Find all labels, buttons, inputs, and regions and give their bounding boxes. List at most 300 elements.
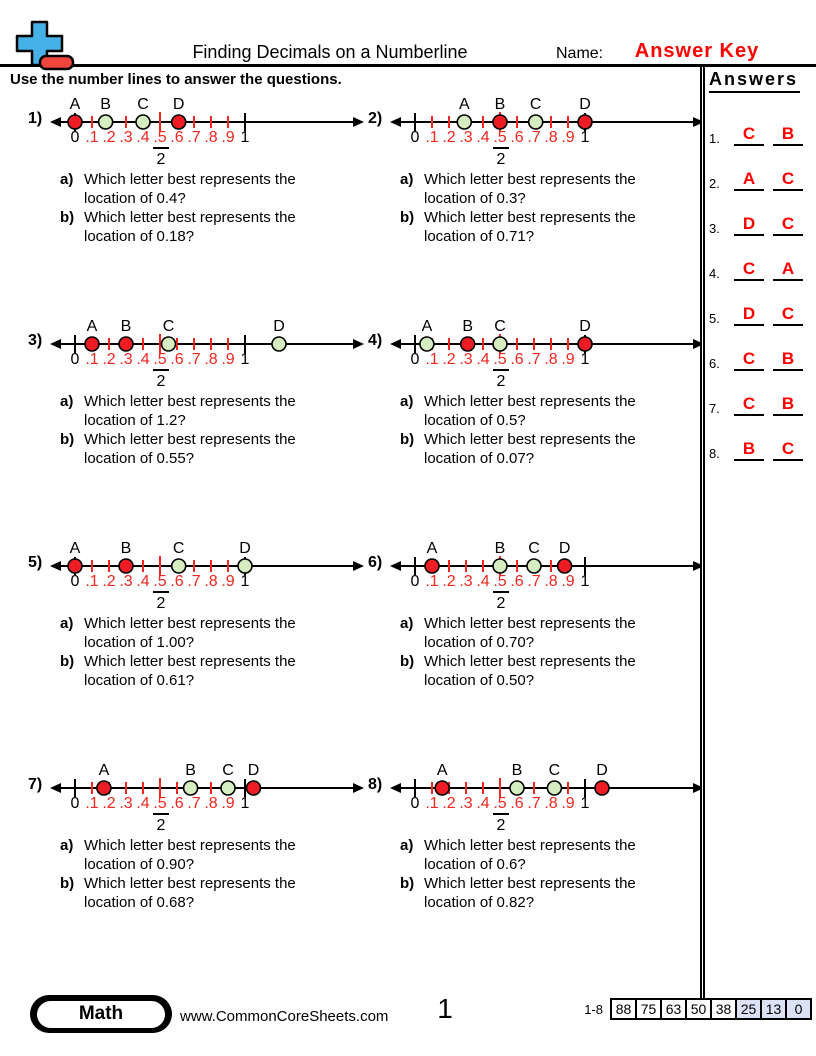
website-url: www.CommonCoreSheets.com [180,1008,389,1025]
question-a [400,836,700,874]
green-point-dot [529,115,543,129]
tick-label: .9 [221,573,235,590]
question-text [84,430,296,468]
tick-label: .5 [153,351,167,368]
problem-block [368,96,700,318]
question-text-line2: location of 0.82? [424,894,535,911]
red-point-dot [558,559,572,573]
problem-header [28,762,368,834]
tick-label: .2 [102,795,116,812]
tick-label: 0 [70,573,80,590]
score-cells [612,998,812,1020]
question-letter: a) [60,615,74,632]
numberline [386,762,700,834]
problem-block [368,540,700,762]
tick-label: 0 [70,351,80,368]
green-point-dot [136,115,150,129]
tick-label: .1 [85,351,99,368]
name-label: Name: [556,45,604,62]
question-b [400,874,700,912]
point-letter-label: B [100,96,111,113]
tick-label: .3 [459,129,473,146]
answer-row [709,377,816,422]
question-a [60,836,368,874]
tick-label: .8 [204,795,218,812]
point-letter-label: B [120,318,132,335]
numberline [46,762,368,834]
green-point-dot [172,559,186,573]
question-text-line2: location of 0.70? [424,634,535,651]
problem-number: 4) [368,332,383,349]
tick-label: .1 [425,573,439,590]
tick-label: .3 [119,795,133,812]
numberline [46,318,368,390]
question-text [84,874,296,912]
problem-block [28,540,368,762]
question-text-line2: location of 0.50? [424,672,535,689]
point-letter-label: D [579,318,591,335]
tick-label: 0 [410,129,420,146]
tick-label: .9 [561,129,575,146]
point-letter-label: C [529,96,542,113]
answer-row [709,287,816,332]
question-text [424,652,636,690]
tick-label: .4 [136,795,150,812]
question-text-line1: Which letter best represents the [424,209,636,226]
red-point-dot [172,115,186,129]
question-text [424,170,636,208]
tick-label: .4 [476,573,490,590]
green-point-dot [184,781,198,795]
score-cell: 0 [785,998,812,1020]
tick-label: .2 [442,129,456,146]
question-text-line1: Which letter best represents the [424,171,636,188]
red-point-dot [68,559,82,573]
score-cell: 50 [685,998,712,1020]
green-point-dot [527,559,541,573]
tick-label: .2 [442,351,456,368]
point-letter-label: A [86,318,98,335]
half-fraction-denominator: 2 [156,373,166,390]
problem-header [28,318,368,390]
numberline [386,318,700,390]
question-text [424,614,636,652]
tick-label: .4 [476,351,490,368]
tick-label: .2 [102,351,116,368]
red-point-dot [68,115,82,129]
problem-questions [60,392,368,468]
green-point-dot [162,337,176,351]
tick-label: .2 [102,129,116,146]
tick-label: .9 [221,129,235,146]
red-point-dot [493,115,507,129]
tick-label: .8 [204,351,218,368]
problem-header [368,540,700,612]
question-text [424,874,636,912]
question-b [400,208,700,246]
point-letter-label: A [436,762,448,779]
tick-label: .4 [476,129,490,146]
question-letter: b) [60,431,75,448]
numberline [46,540,368,612]
point-letter-label: D [596,762,608,779]
answer-blank-a: D [734,304,764,326]
half-fraction-denominator: 2 [496,817,506,834]
point-letter-label: D [579,96,591,113]
commoncoresheets-logo [12,20,76,77]
tick-label: .6 [170,129,184,146]
tick-label: .7 [527,573,541,590]
score-range-label: 1-8 [584,1001,603,1017]
tick-label: .5 [493,795,507,812]
red-point-dot [247,781,261,795]
problems-grid [28,96,700,984]
question-letter: b) [60,653,75,670]
answer-number: 7. [709,401,720,416]
question-text-line1: Which letter best represents the [424,837,636,854]
page-number: 1 [437,993,453,1024]
problem-header [368,762,700,834]
question-text [424,430,636,468]
problem-questions [400,170,700,246]
problem-number: 5) [28,554,43,571]
tick-label: .6 [510,351,524,368]
tick-label: .8 [204,573,218,590]
problem-questions [400,614,700,690]
answer-blank-b: B [773,124,803,146]
point-letter-label: D [247,762,260,779]
answer-blank-a: D [734,214,764,236]
question-text [424,836,636,874]
green-point-dot [272,337,286,351]
answer-number: 2. [709,176,720,191]
question-a [60,170,368,208]
tick-label: .8 [204,129,218,146]
tick-label: .6 [510,129,524,146]
page-title: Finding Decimals on a Numberline [192,42,468,62]
problem-block [28,96,368,318]
point-letter-label: C [528,540,540,557]
problem-number: 2) [368,110,383,127]
green-point-dot [238,559,252,573]
question-b [400,652,700,690]
question-text [84,614,296,652]
problem-header [28,540,368,612]
question-text-line1: Which letter best represents the [424,393,636,410]
question-a [60,392,368,430]
red-point-dot [578,115,592,129]
answer-row [709,242,816,287]
problem-header [368,96,700,168]
tick-label: .5 [493,129,507,146]
tick-label: .6 [170,573,184,590]
answer-blank-a: C [734,124,764,146]
answer-number: 3. [709,221,720,236]
tick-label: .4 [136,573,150,590]
answer-key-text: Answer Key [634,40,760,62]
point-letter-label: D [558,540,571,557]
half-fraction-denominator: 2 [156,595,166,612]
tick-label: .9 [221,795,235,812]
tick-label: .9 [561,573,575,590]
point-letter-label: C [162,318,175,335]
point-letter-label: C [548,762,561,779]
question-a [60,614,368,652]
header-divider [0,64,816,67]
score-table [584,998,812,1020]
point-letter-label: C [172,540,185,557]
tick-label: .1 [425,795,439,812]
question-text-line2: location of 0.18? [84,228,195,245]
answer-blank-b: C [773,304,803,326]
green-point-dot [510,781,524,795]
answer-blank-a: C [734,259,764,281]
score-cell: 25 [735,998,762,1020]
answer-row [709,152,816,197]
tick-label: .8 [544,795,558,812]
tick-label: 0 [70,129,80,146]
numberline [46,96,368,168]
question-text [84,836,296,874]
tick-label: .6 [170,795,184,812]
question-letter: b) [60,209,75,226]
point-letter-label: C [137,96,149,113]
problem-block [28,762,368,984]
question-text-line2: location of 0.5? [424,412,526,429]
problem-number: 7) [28,776,43,793]
question-text [84,170,296,208]
question-letter: a) [400,837,414,854]
question-text-line2: location of 0.07? [424,450,535,467]
green-point-dot [547,781,561,795]
point-letter-label: A [69,540,81,557]
answer-blank-b: B [773,394,803,416]
answer-row [709,107,816,152]
tick-label: .6 [510,795,524,812]
question-text-line2: location of 1.2? [84,412,186,429]
tick-label: 0 [410,795,420,812]
tick-label: .4 [136,351,150,368]
question-letter: b) [400,875,415,892]
tick-label: 1 [240,573,250,590]
point-letter-label: A [69,96,81,113]
point-letter-label: A [98,762,110,779]
tick-label: .7 [187,795,201,812]
tick-label: .4 [136,129,150,146]
point-letter-label: D [239,540,251,557]
question-text-line1: Which letter best represents the [424,431,636,448]
half-fraction-denominator: 2 [496,151,506,168]
tick-label: .6 [510,573,524,590]
tick-label: .8 [544,129,558,146]
question-b [400,430,700,468]
tick-label: 1 [580,351,590,368]
tick-label: .9 [221,351,235,368]
question-text-line2: location of 0.68? [84,894,195,911]
answers-panel-title: Answers [709,69,800,93]
question-a [400,170,700,208]
question-letter: a) [60,171,74,188]
point-letter-label: D [273,318,285,335]
problem-block [368,762,700,984]
question-letter: a) [400,615,414,632]
red-point-dot [595,781,609,795]
red-point-dot [425,559,439,573]
tick-label: 0 [410,573,420,590]
question-text-line1: Which letter best represents the [424,615,636,632]
tick-label: .1 [425,129,439,146]
tick-label: .3 [119,129,133,146]
question-text-line1: Which letter best represents the [84,615,296,632]
answers-panel [700,67,816,1000]
tick-label: .7 [187,351,201,368]
question-text [84,652,296,690]
answer-row [709,197,816,242]
tick-label: .3 [119,573,133,590]
tick-label: 1 [580,795,590,812]
tick-label: .5 [493,573,507,590]
answer-number: 1. [709,131,720,146]
question-text-line1: Which letter best represents the [84,837,296,854]
answer-blank-a: A [734,169,764,191]
question-text-line2: location of 0.6? [424,856,526,873]
red-point-dot [435,781,449,795]
red-point-dot [461,337,475,351]
question-text-line2: location of 0.55? [84,450,195,467]
answers-list [709,107,816,467]
point-letter-label: C [222,762,234,779]
red-point-dot [119,559,133,573]
answer-blank-b: C [773,214,803,236]
tick-label: 1 [240,351,250,368]
tick-label: .8 [544,351,558,368]
question-text [424,392,636,430]
half-fraction-denominator: 2 [496,595,506,612]
question-a [400,392,700,430]
green-point-dot [457,115,471,129]
problem-questions [400,392,700,468]
question-text [84,208,296,246]
tick-label: .9 [561,351,575,368]
answer-blank-b: C [773,169,803,191]
green-point-dot [493,559,507,573]
answer-blank-b: B [773,349,803,371]
problem-questions [60,614,368,690]
red-point-dot [85,337,99,351]
point-letter-label: A [426,540,438,557]
tick-label: .7 [527,129,541,146]
point-letter-label: B [185,762,196,779]
question-a [400,614,700,652]
question-letter: a) [60,837,74,854]
question-text-line2: location of 0.4? [84,190,186,207]
tick-label: 1 [580,129,590,146]
tick-label: 0 [410,351,420,368]
tick-label: .3 [459,573,473,590]
question-b [60,652,368,690]
subject-badge [30,995,172,1033]
question-text-line1: Which letter best represents the [84,393,296,410]
answer-row [709,422,816,467]
numberline [386,540,700,612]
question-text [84,392,296,430]
question-text-line1: Which letter best represents the [424,653,636,670]
point-letter-label: A [458,96,470,113]
question-letter: b) [400,431,415,448]
question-text-line2: location of 0.61? [84,672,195,689]
tick-label: 1 [240,129,250,146]
question-letter: b) [60,875,75,892]
question-text-line2: location of 0.71? [424,228,535,245]
question-letter: b) [400,653,415,670]
problem-questions [60,836,368,912]
tick-label: .3 [459,795,473,812]
problem-block [28,318,368,540]
point-letter-label: B [462,318,474,335]
answer-number: 4. [709,266,720,281]
point-letter-label: B [511,762,523,779]
problem-number: 3) [28,332,43,349]
problem-number: 8) [368,776,383,793]
tick-label: .3 [119,351,133,368]
instructions-text: Use the number lines to answer the questions. [10,71,342,88]
tick-label: .7 [527,351,541,368]
score-cell: 88 [610,998,637,1020]
tick-label: 0 [70,795,80,812]
red-point-dot [119,337,133,351]
green-point-dot [420,337,434,351]
point-letter-label: C [494,318,506,335]
question-text-line2: location of 0.90? [84,856,195,873]
half-fraction-denominator: 2 [156,817,166,834]
problem-number: 1) [28,110,43,127]
tick-label: .6 [170,351,184,368]
question-text-line1: Which letter best represents the [84,171,296,188]
tick-label: 1 [580,573,590,590]
question-text-line1: Which letter best represents the [424,875,636,892]
answer-number: 8. [709,446,720,461]
tick-label: .3 [459,351,473,368]
score-cell: 75 [635,998,662,1020]
tick-label: .2 [442,795,456,812]
tick-label: .5 [493,351,507,368]
tick-label: 1 [240,795,250,812]
green-point-dot [99,115,113,129]
tick-label: .7 [187,573,201,590]
answer-number: 5. [709,311,720,326]
tick-label: .1 [85,573,99,590]
question-text-line2: location of 0.3? [424,190,526,207]
tick-label: .9 [561,795,575,812]
point-letter-label: B [494,96,506,113]
point-letter-label: A [421,318,433,335]
question-text-line1: Which letter best represents the [84,431,296,448]
green-point-dot [493,337,507,351]
score-cell: 38 [710,998,737,1020]
problem-block [368,318,700,540]
red-point-dot [97,781,111,795]
problem-questions [60,170,368,246]
tick-label: .7 [187,129,201,146]
tick-label: .4 [476,795,490,812]
subject-badge-label: Math [37,1001,165,1028]
question-letter: b) [400,209,415,226]
answer-blank-b: C [773,439,803,461]
question-letter: a) [400,171,414,188]
tick-label: .2 [102,573,116,590]
question-letter: a) [60,393,74,410]
question-text-line2: location of 1.00? [84,634,195,651]
